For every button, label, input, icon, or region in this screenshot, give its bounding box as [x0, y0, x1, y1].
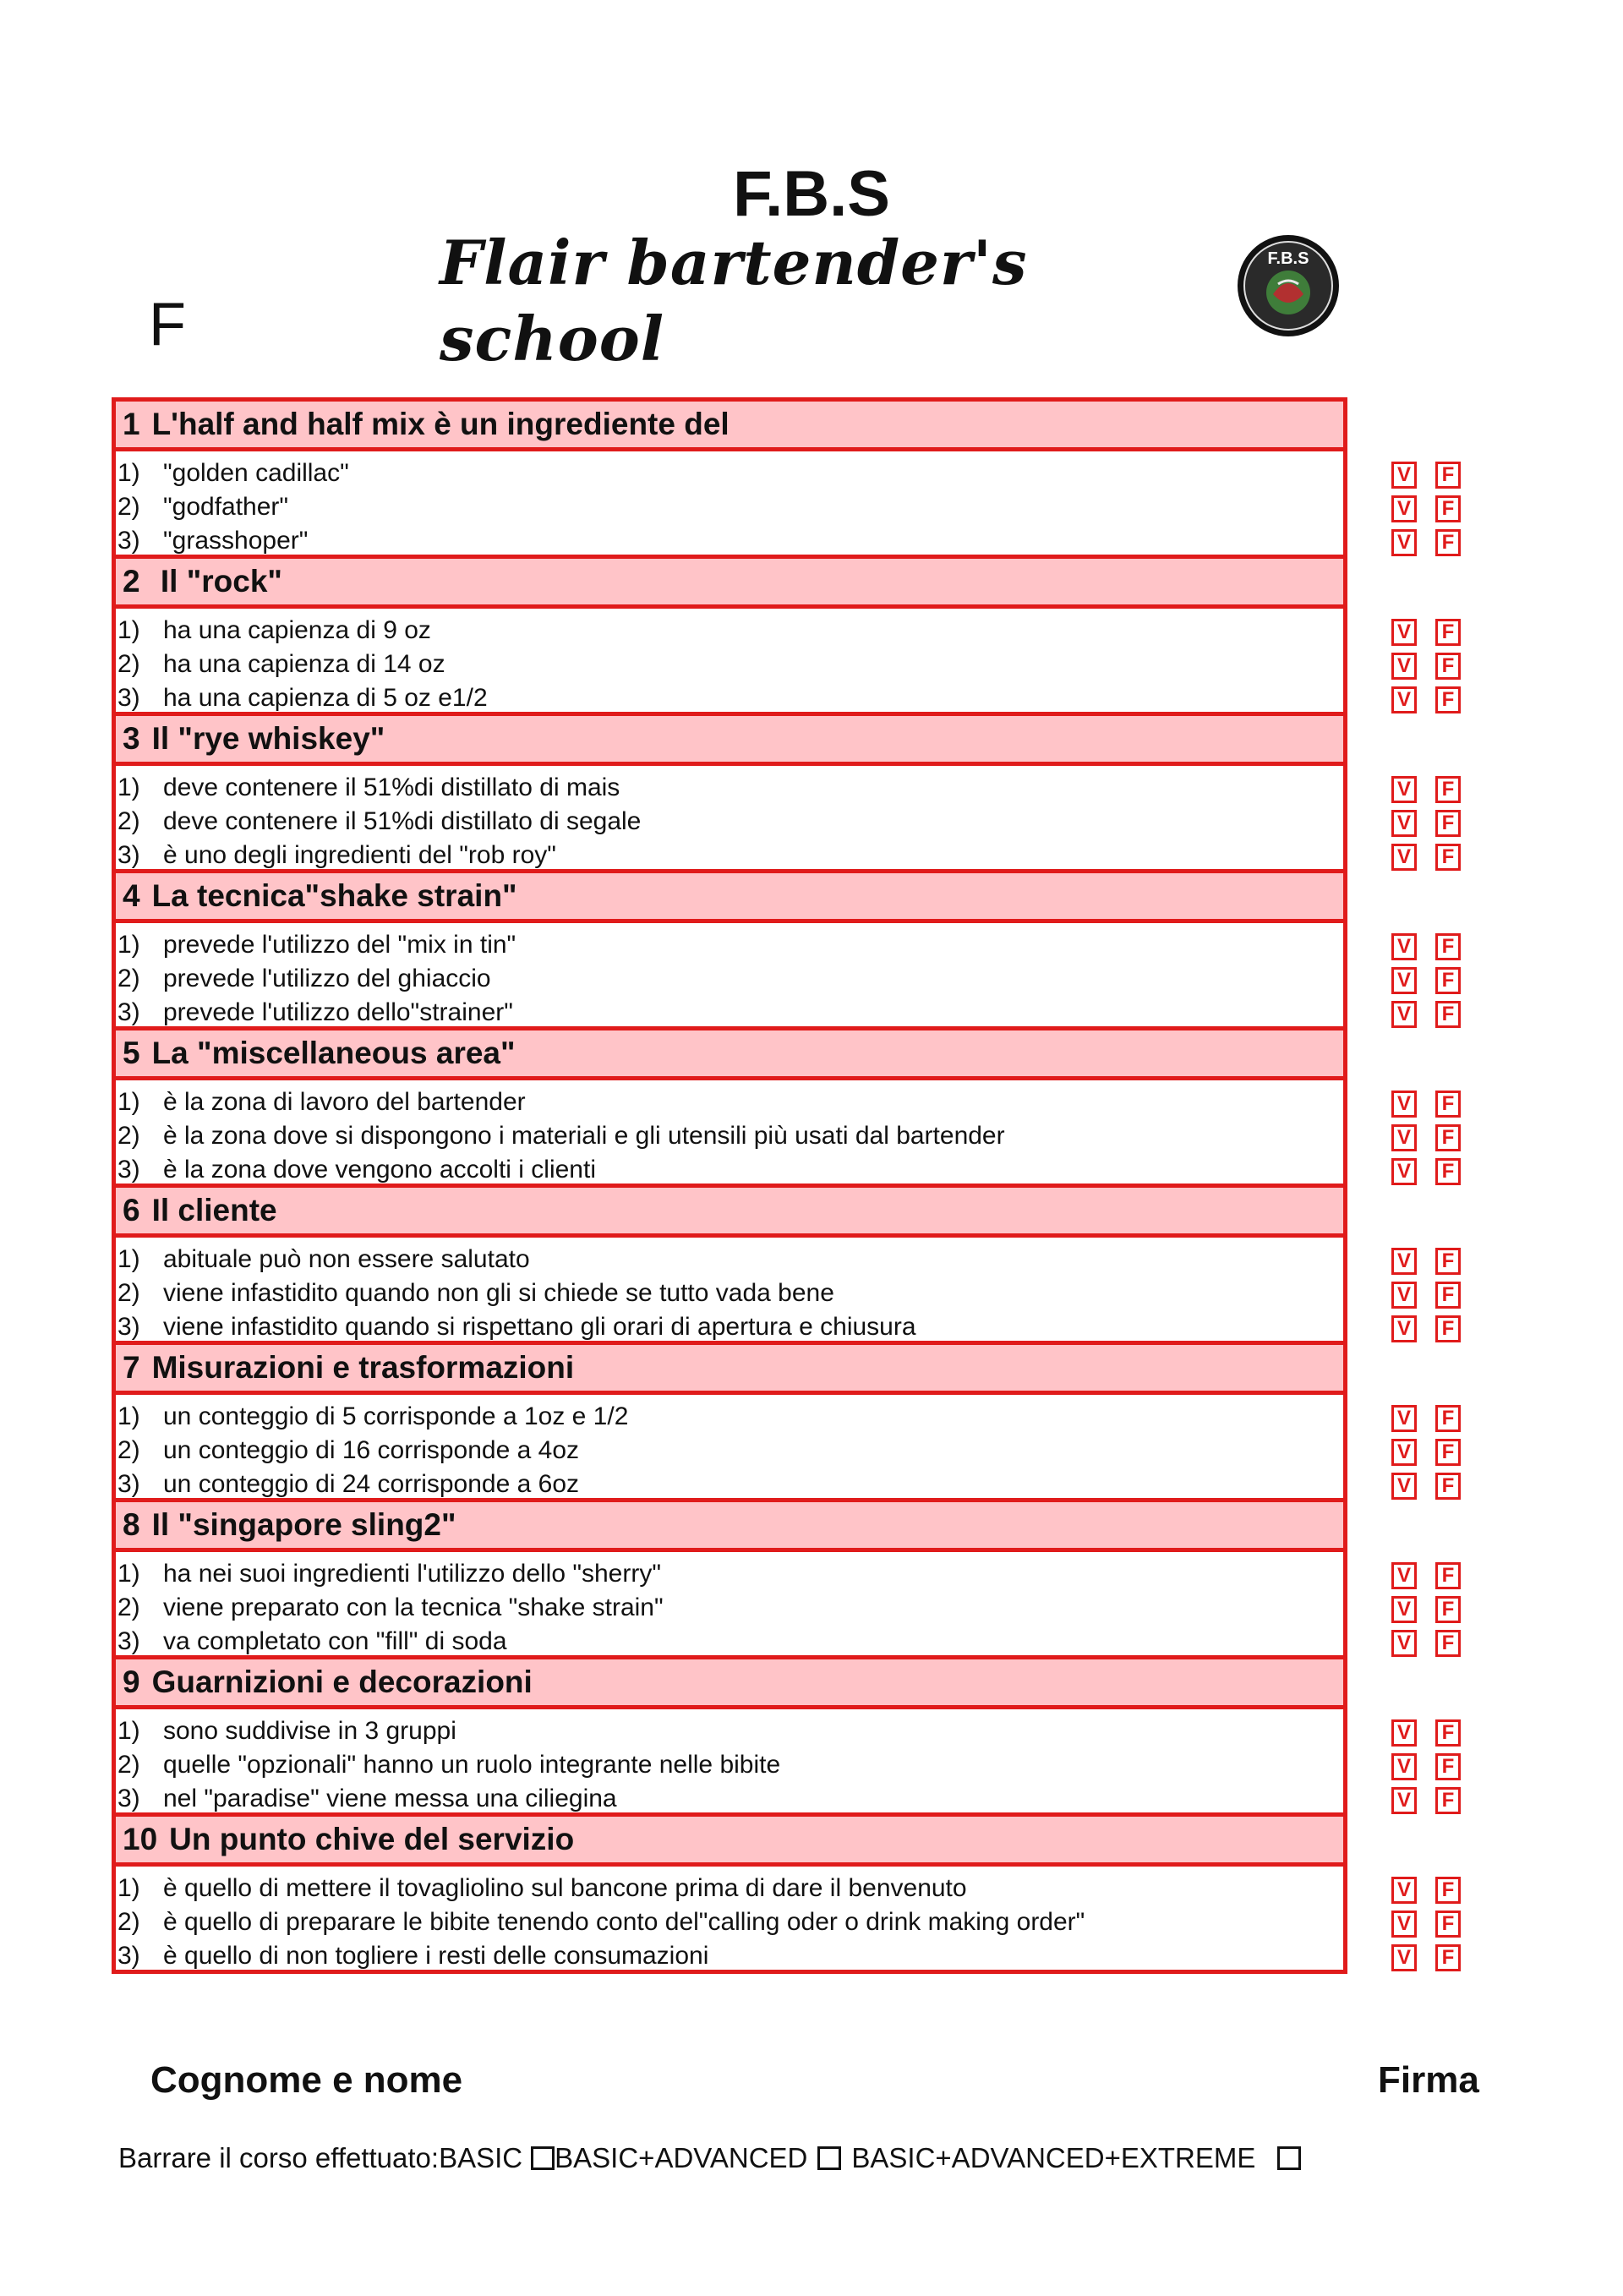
question-answers: [112, 1395, 1347, 1498]
true-false-pair: [1391, 1911, 1467, 1938]
answer-text: è quello di preparare le bibite tenendo conto del"calling oder o drink making order": [163, 1908, 1085, 1936]
true-checkbox[interactable]: V: [1391, 653, 1417, 680]
false-checkbox[interactable]: F: [1435, 1439, 1461, 1466]
question-block: [112, 1341, 1347, 1498]
false-checkbox[interactable]: F: [1435, 619, 1461, 646]
question-number: 10: [123, 1822, 158, 1856]
question-answers: [112, 609, 1347, 712]
answer-text: nel "paradise" viene messa una ciliegina: [163, 1785, 617, 1812]
false-checkbox[interactable]: F: [1435, 933, 1461, 960]
answer-number: 3): [117, 527, 140, 555]
question-number: 6: [123, 1193, 140, 1227]
true-false-pair: [1391, 1596, 1467, 1623]
false-checkbox[interactable]: F: [1435, 1124, 1461, 1151]
true-checkbox[interactable]: V: [1391, 529, 1417, 556]
course-basic-label: BASIC: [439, 2142, 523, 2173]
answer-number: 2): [117, 807, 140, 835]
true-false-pair: [1391, 1124, 1467, 1151]
false-checkbox[interactable]: F: [1435, 1248, 1461, 1275]
answer-text: prevede l'utilizzo del ghiaccio: [163, 965, 491, 992]
true-false-pair: [1391, 1630, 1467, 1657]
question-answers: [112, 1867, 1347, 1974]
question-number: 7: [123, 1350, 140, 1385]
question-title: Un punto chive del servizio: [169, 1822, 575, 1856]
true-false-pair: [1391, 1001, 1467, 1028]
false-checkbox[interactable]: F: [1435, 1787, 1461, 1814]
question-number: 4: [123, 878, 140, 913]
true-checkbox[interactable]: V: [1391, 1596, 1417, 1623]
false-checkbox[interactable]: F: [1435, 1630, 1461, 1657]
true-checkbox[interactable]: V: [1391, 1158, 1417, 1185]
question-header: [112, 1812, 1347, 1867]
answer-number: 2): [117, 493, 140, 521]
true-false-pair: [1391, 653, 1467, 680]
answer-option: [116, 1243, 1343, 1276]
answer-option: [116, 1310, 1343, 1344]
false-checkbox[interactable]: F: [1435, 529, 1461, 556]
answer-number: 3): [117, 1156, 140, 1184]
answer-option: [116, 1748, 1343, 1782]
question-title: L'half and half mix è un ingrediente del: [151, 407, 730, 441]
true-checkbox[interactable]: V: [1391, 810, 1417, 837]
false-checkbox[interactable]: F: [1435, 1315, 1461, 1342]
question-block: [112, 1655, 1347, 1812]
question-block: [112, 869, 1347, 1026]
true-false-pair: [1391, 1439, 1467, 1466]
answer-text: deve contenere il 51%di distillato di mais: [163, 774, 620, 801]
false-checkbox[interactable]: F: [1435, 844, 1461, 871]
question-header: [112, 555, 1347, 609]
true-checkbox[interactable]: V: [1391, 1315, 1417, 1342]
question-number: 9: [123, 1665, 140, 1699]
true-checkbox[interactable]: V: [1391, 776, 1417, 803]
question-header: [112, 397, 1347, 451]
true-checkbox[interactable]: V: [1391, 1753, 1417, 1780]
question-number: 5: [123, 1036, 140, 1070]
answer-text: un conteggio di 5 corrisponde a 1oz e 1/2: [163, 1402, 629, 1430]
answer-option: [116, 456, 1343, 490]
answer-number: 1): [117, 1874, 140, 1902]
answer-option: [116, 1276, 1343, 1310]
false-checkbox[interactable]: F: [1435, 653, 1461, 680]
answer-number: 2): [117, 1436, 140, 1464]
true-false-pair: [1391, 967, 1467, 994]
answer-number: 2): [117, 1122, 140, 1150]
true-false-pair: [1391, 844, 1467, 871]
answer-number: 3): [117, 1785, 140, 1812]
question-header: [112, 1026, 1347, 1080]
true-false-pair: [1391, 529, 1467, 556]
answer-number: 1): [117, 1560, 140, 1588]
true-false-pair: [1391, 1562, 1467, 1589]
true-checkbox[interactable]: V: [1391, 1405, 1417, 1432]
true-checkbox[interactable]: V: [1391, 967, 1417, 994]
question-block: [112, 555, 1347, 712]
question-answers: [112, 1238, 1347, 1341]
false-checkbox[interactable]: F: [1435, 495, 1461, 522]
quiz-table: [112, 397, 1347, 1974]
answer-option: [116, 1714, 1343, 1748]
answer-text: prevede l'utilizzo del "mix in tin": [163, 931, 516, 959]
answer-option: [116, 1939, 1343, 1973]
answer-option: [116, 1625, 1343, 1659]
false-checkbox[interactable]: F: [1435, 1911, 1461, 1938]
question-answers: [112, 766, 1347, 869]
question-number: 8: [123, 1507, 140, 1542]
question-header: [112, 869, 1347, 923]
answer-option: [116, 839, 1343, 872]
false-checkbox[interactable]: F: [1435, 1158, 1461, 1185]
false-checkbox[interactable]: F: [1435, 1091, 1461, 1118]
answer-text: ha una capienza di 5 oz e1/2: [163, 684, 488, 712]
true-checkbox[interactable]: V: [1391, 1562, 1417, 1589]
answer-number: 2): [117, 1908, 140, 1936]
true-checkbox[interactable]: V: [1391, 1877, 1417, 1904]
true-checkbox[interactable]: V: [1391, 1091, 1417, 1118]
true-false-pair: [1391, 933, 1467, 960]
school-logo-icon: [1236, 233, 1341, 338]
true-false-pair: [1391, 1719, 1467, 1747]
true-false-pair: [1391, 1091, 1467, 1118]
answer-text: ha una capienza di 9 oz: [163, 616, 431, 644]
answer-text: viene infastidito quando si rispettano gli orari di apertura e chiusura: [163, 1313, 916, 1341]
answer-number: 2): [117, 965, 140, 992]
answer-number: 2): [117, 1279, 140, 1307]
question-title: Misurazioni e trasformazioni: [151, 1350, 575, 1385]
true-checkbox[interactable]: V: [1391, 1282, 1417, 1309]
answer-text: deve contenere il 51%di distillato di segale: [163, 807, 642, 835]
question-answers: [112, 1080, 1347, 1184]
true-false-pair: [1391, 1282, 1467, 1309]
svg-text:F.B.S: F.B.S: [1267, 249, 1309, 268]
false-checkbox[interactable]: F: [1435, 1282, 1461, 1309]
true-false-pair: [1391, 1753, 1467, 1780]
answer-text: "golden cadillac": [163, 459, 349, 487]
answer-option: [116, 805, 1343, 839]
false-checkbox[interactable]: F: [1435, 1562, 1461, 1589]
answer-text: prevede l'utilizzo dello"strainer": [163, 998, 513, 1026]
answer-option: [116, 614, 1343, 648]
answer-text: "godfather": [163, 493, 289, 521]
answer-text: un conteggio di 16 corrisponde a 4oz: [163, 1436, 580, 1464]
true-false-pair: [1391, 1473, 1467, 1500]
question-header: [112, 1655, 1347, 1709]
question-number: 3: [123, 721, 140, 756]
course-advanced-checkbox[interactable]: [817, 2146, 841, 2170]
true-checkbox[interactable]: V: [1391, 1787, 1417, 1814]
answer-text: va completato con "fill" di soda: [163, 1627, 507, 1655]
page-title: F.B.S: [733, 158, 890, 230]
true-checkbox[interactable]: V: [1391, 619, 1417, 646]
false-checkbox[interactable]: F: [1435, 462, 1461, 489]
true-checkbox[interactable]: V: [1391, 1719, 1417, 1747]
answer-option: [116, 681, 1343, 715]
answer-option: [116, 1400, 1343, 1434]
false-checkbox[interactable]: F: [1435, 810, 1461, 837]
answer-number: 2): [117, 1594, 140, 1621]
true-false-pair: [1391, 810, 1467, 837]
question-title: Il "singapore sling2": [151, 1507, 456, 1542]
question-answers: [112, 923, 1347, 1026]
true-false-pair: [1391, 686, 1467, 713]
answer-text: è la zona dove si dispongono i materiali e gli utensili più usati dal bartender: [163, 1122, 1005, 1150]
true-false-pair: [1391, 495, 1467, 522]
false-checkbox[interactable]: F: [1435, 1877, 1461, 1904]
false-checkbox[interactable]: F: [1435, 1944, 1461, 1971]
answer-option: [116, 1591, 1343, 1625]
true-false-pair: [1391, 1315, 1467, 1342]
answer-text: un conteggio di 24 corrisponde a 6oz: [163, 1470, 580, 1498]
question-title: Guarnizioni e decorazioni: [151, 1665, 533, 1699]
true-checkbox[interactable]: V: [1391, 1248, 1417, 1275]
true-false-pair: [1391, 1158, 1467, 1185]
answer-number: 1): [117, 1717, 140, 1745]
answer-number: 1): [117, 1245, 140, 1273]
answer-text: viene preparato con la tecnica "shake strain": [163, 1594, 664, 1621]
course-extreme-label: BASIC+ADVANCED+EXTREME: [851, 2142, 1256, 2173]
true-checkbox[interactable]: V: [1391, 1473, 1417, 1500]
answer-number: 2): [117, 1751, 140, 1779]
false-checkbox[interactable]: F: [1435, 776, 1461, 803]
answer-option: [116, 928, 1343, 962]
answer-text: è la zona di lavoro del bartender: [163, 1088, 526, 1116]
answer-text: ha una capienza di 14 oz: [163, 650, 445, 678]
true-checkbox[interactable]: V: [1391, 933, 1417, 960]
question-block: [112, 1184, 1347, 1341]
course-basic-checkbox[interactable]: [531, 2146, 555, 2170]
answer-option: [116, 1782, 1343, 1816]
true-checkbox[interactable]: V: [1391, 1124, 1417, 1151]
answer-text: è uno degli ingredienti del "rob roy": [163, 841, 556, 869]
true-false-pair: [1391, 1877, 1467, 1904]
answer-option: [116, 1872, 1343, 1905]
answer-option: [116, 1085, 1343, 1119]
question-header: [112, 1184, 1347, 1238]
course-advanced-label: BASIC+ADVANCED: [555, 2142, 808, 2173]
answer-option: [116, 771, 1343, 805]
answer-text: ha nei suoi ingredienti l'utilizzo dello "sherry": [163, 1560, 661, 1588]
name-field-label: Cognome e nome: [150, 2059, 463, 2101]
false-checkbox[interactable]: F: [1435, 1473, 1461, 1500]
question-block: [112, 1498, 1347, 1655]
question-title: Il "rock": [151, 564, 282, 599]
answer-number: 2): [117, 650, 140, 678]
answer-number: 3): [117, 1627, 140, 1655]
answer-number: 1): [117, 459, 140, 487]
answer-number: 1): [117, 1088, 140, 1116]
question-header: [112, 712, 1347, 766]
false-checkbox[interactable]: F: [1435, 1753, 1461, 1780]
answer-number: 3): [117, 998, 140, 1026]
answer-number: 3): [117, 841, 140, 869]
answer-text: è quello di mettere il tovagliolino sul bancone prima di dare il benvenuto: [163, 1874, 967, 1902]
answer-text: viene infastidito quando non gli si chiede se tutto vada bene: [163, 1279, 834, 1307]
answer-option: [116, 1557, 1343, 1591]
answer-option: [116, 648, 1343, 681]
course-extreme-checkbox[interactable]: [1277, 2146, 1301, 2170]
question-answers: [112, 1709, 1347, 1812]
false-checkbox[interactable]: F: [1435, 1719, 1461, 1747]
false-checkbox[interactable]: F: [1435, 1001, 1461, 1028]
answer-number: 3): [117, 1470, 140, 1498]
answer-option: [116, 996, 1343, 1030]
question-answers: [112, 451, 1347, 555]
true-false-pair: [1391, 462, 1467, 489]
answer-number: 1): [117, 774, 140, 801]
question-block: [112, 397, 1347, 555]
answer-option: [116, 1119, 1343, 1153]
false-checkbox[interactable]: F: [1435, 686, 1461, 713]
true-false-pair: [1391, 1944, 1467, 1971]
answer-number: 3): [117, 684, 140, 712]
false-checkbox[interactable]: F: [1435, 1405, 1461, 1432]
signature-field-label: Firma: [1378, 2059, 1479, 2101]
true-false-pair: [1391, 619, 1467, 646]
true-false-pair: [1391, 776, 1467, 803]
course-prompt: Barrare il corso effettuato:: [118, 2142, 440, 2173]
answer-number: 3): [117, 1942, 140, 1970]
answer-text: sono suddivise in 3 gruppi: [163, 1717, 456, 1745]
true-false-pair: [1391, 1248, 1467, 1275]
question-title: Il cliente: [151, 1193, 277, 1227]
question-answers: [112, 1552, 1347, 1655]
true-checkbox[interactable]: V: [1391, 1001, 1417, 1028]
answer-number: 3): [117, 1313, 140, 1341]
true-false-pair: [1391, 1787, 1467, 1814]
true-checkbox[interactable]: V: [1391, 495, 1417, 522]
answer-number: 1): [117, 616, 140, 644]
true-checkbox[interactable]: V: [1391, 1630, 1417, 1657]
true-checkbox[interactable]: V: [1391, 462, 1417, 489]
answer-option: [116, 1153, 1343, 1187]
question-header: [112, 1341, 1347, 1395]
question-header: [112, 1498, 1347, 1552]
answer-text: quelle "opzionali" hanno un ruolo integrante nelle bibite: [163, 1751, 781, 1779]
question-title: La tecnica"shake strain": [151, 878, 517, 913]
true-false-pair: [1391, 1405, 1467, 1432]
false-checkbox[interactable]: F: [1435, 1596, 1461, 1623]
page-subtitle: Flair bartender's school: [440, 227, 1028, 374]
answer-text: abituale può non essere salutato: [163, 1245, 530, 1273]
answer-number: 1): [117, 1402, 140, 1430]
true-checkbox[interactable]: V: [1391, 686, 1417, 713]
answer-option: [116, 490, 1343, 524]
answer-option: [116, 1905, 1343, 1939]
answer-option: [116, 1434, 1343, 1468]
answer-option: [116, 962, 1343, 996]
course-selection: [118, 2142, 1301, 2174]
question-number: 2: [123, 564, 140, 599]
answer-option: [116, 524, 1343, 558]
question-title: La "miscellaneous area": [151, 1036, 516, 1070]
question-block: [112, 712, 1347, 869]
true-checkbox[interactable]: V: [1391, 844, 1417, 871]
answer-text: è la zona dove vengono accolti i clienti: [163, 1156, 596, 1184]
false-checkbox[interactable]: F: [1435, 967, 1461, 994]
answer-text: è quello di non togliere i resti delle consumazioni: [163, 1942, 709, 1970]
true-checkbox[interactable]: V: [1391, 1439, 1417, 1466]
question-block: [112, 1026, 1347, 1184]
answer-option: [116, 1468, 1343, 1501]
answer-number: 1): [117, 931, 140, 959]
test-version-letter: F: [149, 291, 186, 358]
question-title: Il "rye whiskey": [151, 721, 385, 756]
question-number: 1: [123, 407, 140, 441]
true-checkbox[interactable]: V: [1391, 1944, 1417, 1971]
true-checkbox[interactable]: V: [1391, 1911, 1417, 1938]
answer-text: "grasshoper": [163, 527, 309, 555]
question-block: [112, 1812, 1347, 1974]
